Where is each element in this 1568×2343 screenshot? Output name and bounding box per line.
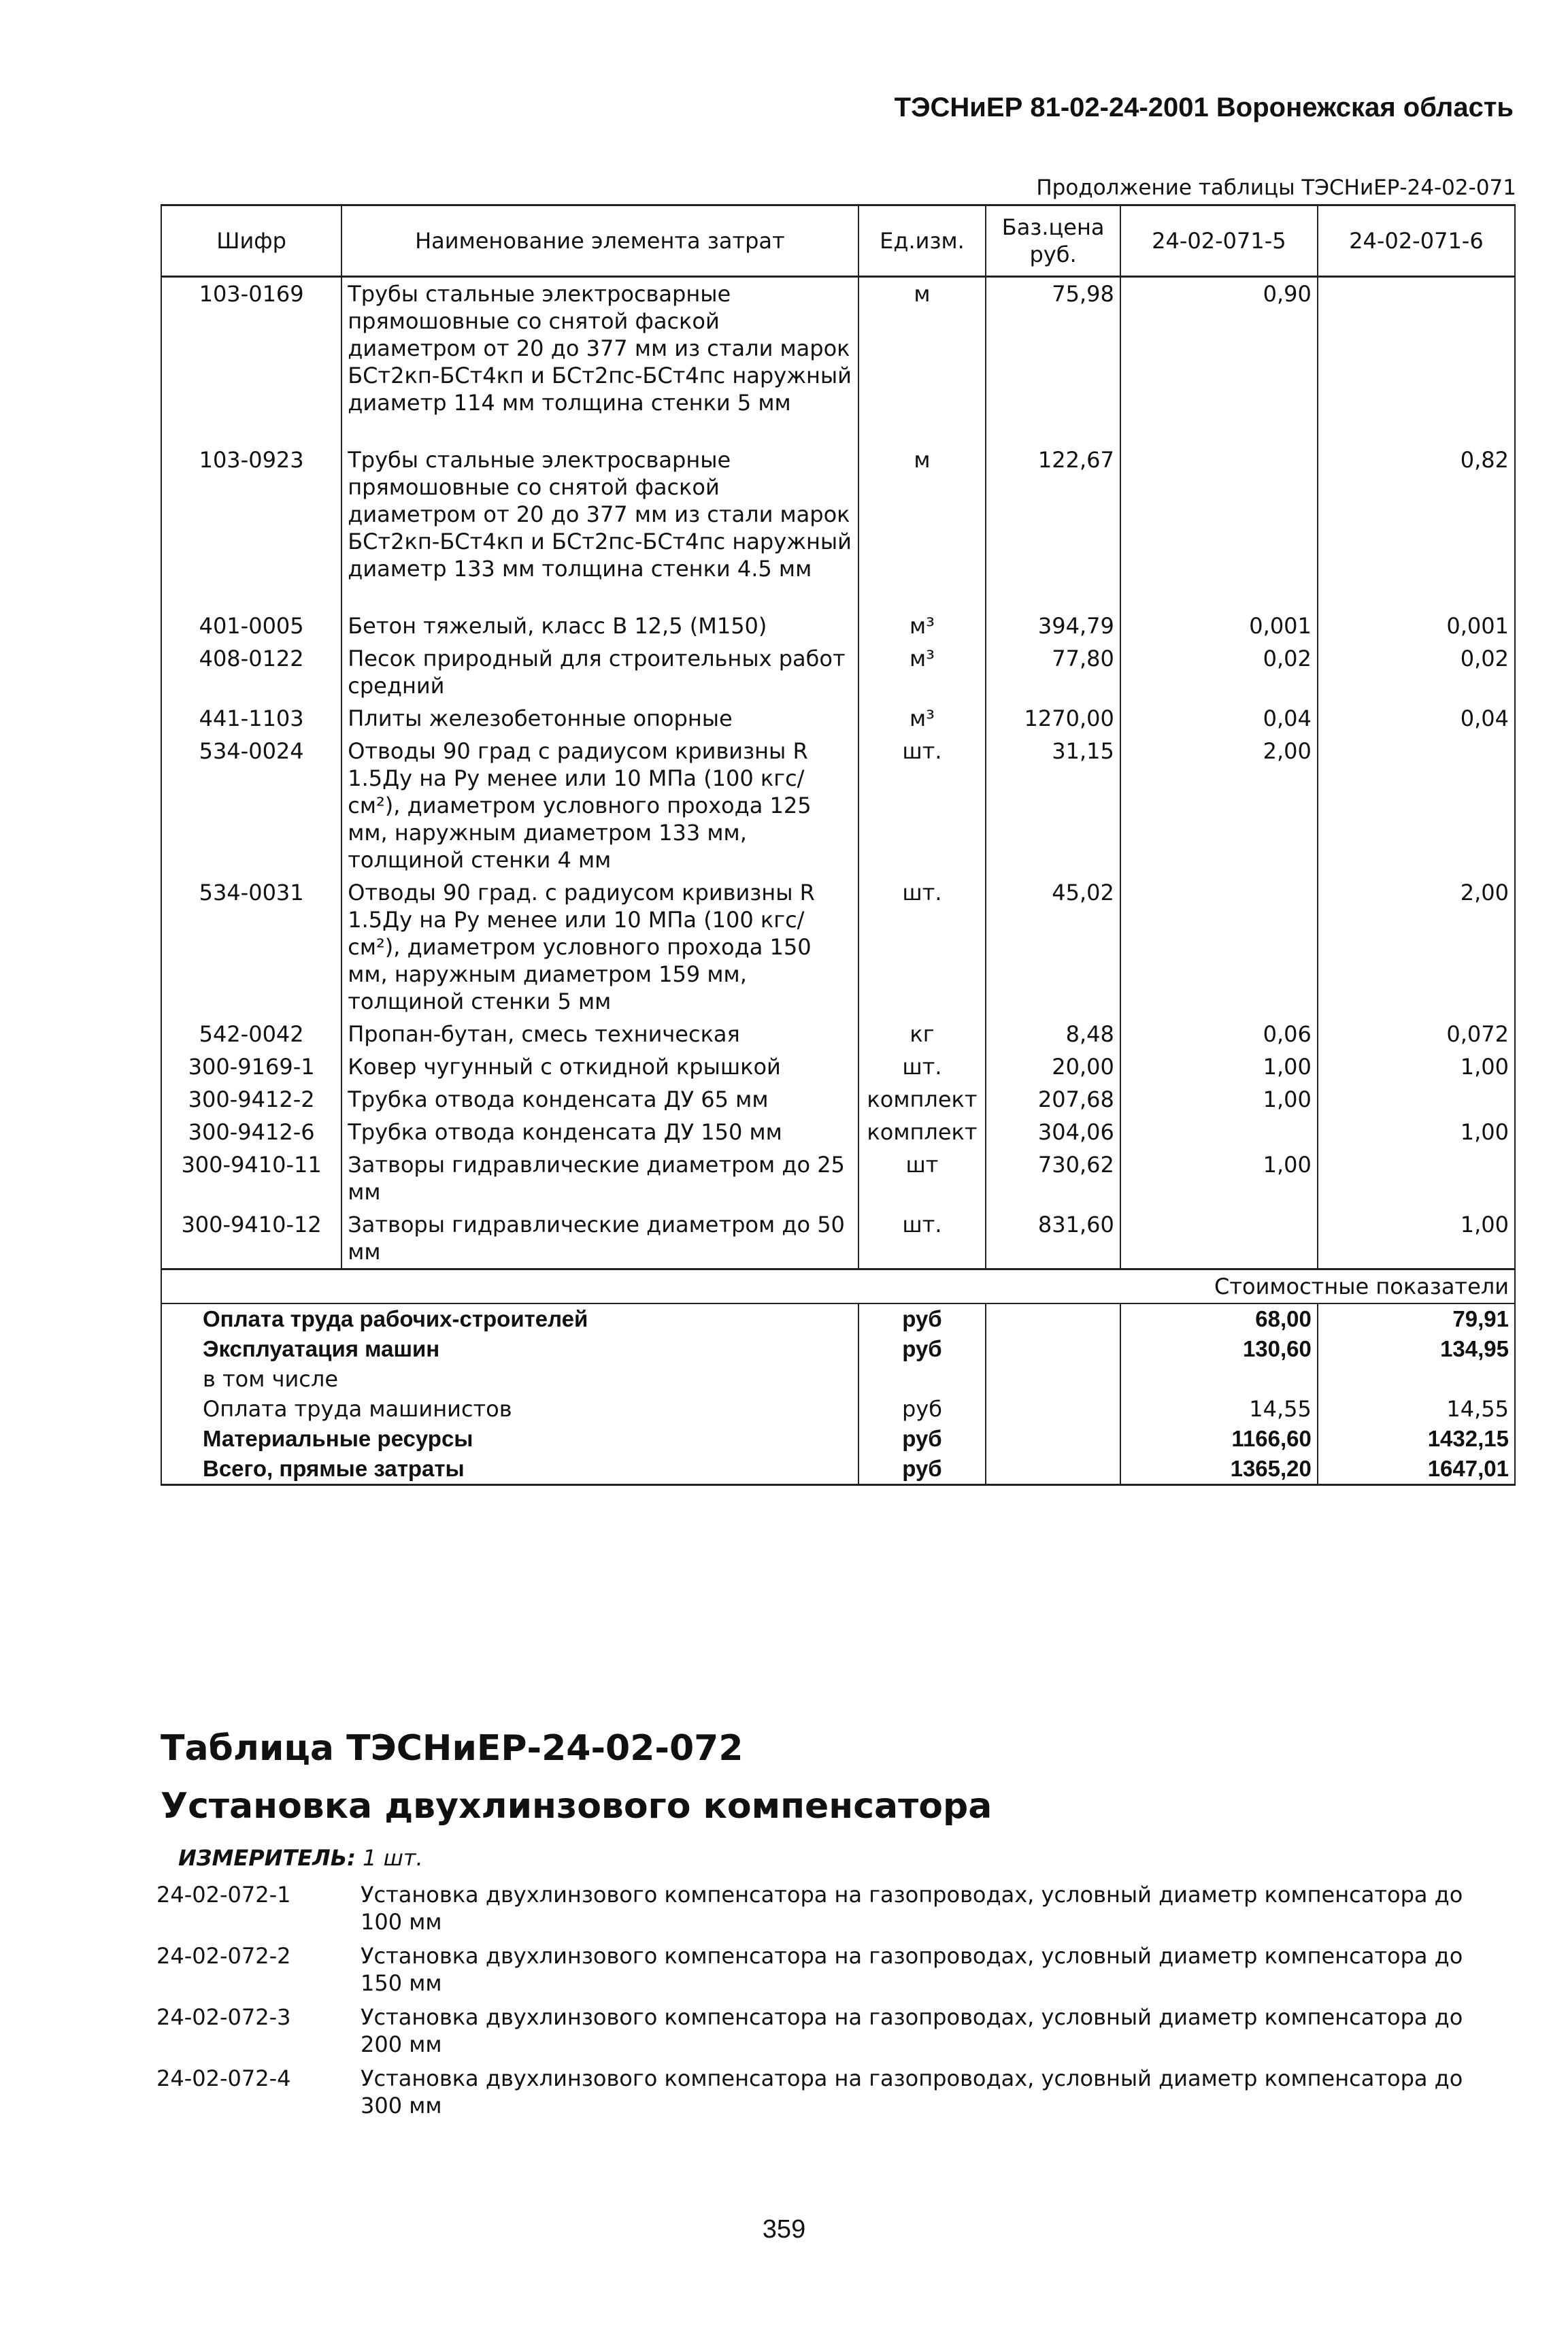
cost-name: Оплата труда рабочих-строителей (161, 1303, 858, 1334)
work-item-description: Установка двухлинзового компенсатора на газопроводах, условный диаметр компенсатора до 150 мм (361, 1943, 1463, 1996)
cell-name: Отводы 90 град с радиусом кривизны R 1.5Ду на Ру менее или 10 МПа (100 кгс/см²), диаметром условного прохода 125 мм, наружным диаметром 133 мм, толщиной стенки 4 мм (341, 735, 858, 876)
cost-row (161, 1334, 1515, 1364)
cell-name: Трубы стальные электросварные прямошовные со снятой фаской диаметром от 20 до 377 мм из стали марок БСт2кп-БСт4кп и БСт2пс-БСт4пс наружный диаметр 114 мм толщина стенки 5 мм (341, 277, 858, 444)
cell-unit: шт. (858, 1208, 986, 1269)
cell-unit: шт. (858, 876, 986, 1018)
cost-spacer (986, 1394, 1120, 1424)
cell-unit: комплект (858, 1116, 986, 1148)
cost-variant-5 (1120, 1364, 1318, 1394)
cost-variant-6 (1318, 1364, 1515, 1394)
table-row (161, 1116, 1515, 1148)
cell-unit: м³ (858, 702, 986, 735)
cell-code: 534-0024 (161, 735, 341, 876)
cell-base-price: 394,79 (986, 610, 1120, 642)
cell-unit: шт (858, 1148, 986, 1208)
cost-row (161, 1394, 1515, 1424)
cost-unit: руб (858, 1454, 986, 1485)
cost-name: Материальные ресурсы (161, 1424, 858, 1454)
cell-variant-6: 1,00 (1318, 1050, 1515, 1083)
cost-row (161, 1424, 1515, 1454)
cell-base-price: 20,00 (986, 1050, 1120, 1083)
cost-unit: руб (858, 1334, 986, 1364)
cell-unit: м (858, 444, 986, 610)
cost-row (161, 1364, 1515, 1394)
cost-unit (858, 1364, 986, 1394)
cell-code: 441-1103 (161, 702, 341, 735)
cost-spacer (986, 1424, 1120, 1454)
cell-code: 542-0042 (161, 1018, 341, 1050)
table-row (161, 702, 1515, 735)
cell-name: Трубка отвода конденсата ДУ 150 мм (341, 1116, 858, 1148)
cell-variant-5: 0,001 (1120, 610, 1318, 642)
work-item-code: 24-02-072-2 (156, 1943, 291, 1969)
cell-base-price: 31,15 (986, 735, 1120, 876)
cell-variant-6: 0,82 (1318, 444, 1515, 610)
meter-value: 1 шт. (363, 1845, 423, 1871)
table-row (161, 1083, 1515, 1116)
cell-base-price: 75,98 (986, 277, 1120, 444)
cell-base-price: 207,68 (986, 1083, 1120, 1116)
cell-variant-6 (1318, 1148, 1515, 1208)
cell-base-price: 8,48 (986, 1018, 1120, 1050)
cell-variant-6: 0,001 (1318, 610, 1515, 642)
work-item (156, 1881, 1510, 1935)
cell-base-price: 1270,00 (986, 702, 1120, 735)
meter-line (178, 1845, 423, 1871)
cell-variant-5 (1120, 876, 1318, 1018)
column-header-variant-5: 24-02-071-5 (1120, 205, 1318, 277)
cell-name: Ковер чугунный с откидной крышкой (341, 1050, 858, 1083)
cell-unit: м³ (858, 642, 986, 702)
column-header-base-price: Баз.цена руб. (986, 205, 1120, 277)
cell-variant-6: 0,02 (1318, 642, 1515, 702)
cell-code: 300-9169-1 (161, 1050, 341, 1083)
column-header-unit: Ед.изм. (858, 205, 986, 277)
cost-spacer (986, 1334, 1120, 1364)
cell-name: Трубка отвода конденсата ДУ 65 мм (341, 1083, 858, 1116)
work-item-description: Установка двухлинзового компенсатора на газопроводах, условный диаметр компенсатора до 300 мм (361, 2065, 1463, 2118)
cell-unit: кг (858, 1018, 986, 1050)
cost-header-label: Стоимостные показатели (1120, 1269, 1515, 1304)
cost-unit: руб (858, 1303, 986, 1334)
cell-variant-5: 2,00 (1120, 735, 1318, 876)
cell-variant-5: 1,00 (1120, 1050, 1318, 1083)
cell-base-price: 77,80 (986, 642, 1120, 702)
cell-name: Затворы гидравлические диаметром до 25 мм (341, 1148, 858, 1208)
meter-label: ИЗМЕРИТЕЛЬ: (178, 1845, 356, 1871)
cell-variant-5: 0,06 (1120, 1018, 1318, 1050)
cell-unit: м³ (858, 610, 986, 642)
cost-name: Эксплуатация машин (161, 1334, 858, 1364)
cost-name: Оплата труда машинистов (161, 1394, 858, 1424)
cell-variant-5: 1,00 (1120, 1083, 1318, 1116)
cost-name: Всего, прямые затраты (161, 1454, 858, 1485)
resource-table (161, 204, 1516, 1486)
table-continuation-note: Продолжение таблицы ТЭСНиЕР-24-02-071 (1036, 176, 1516, 200)
cell-name: Пропан-бутан, смесь техническая (341, 1018, 858, 1050)
cost-spacer (986, 1364, 1120, 1394)
cell-unit: комплект (858, 1083, 986, 1116)
cost-spacer (986, 1454, 1120, 1485)
cell-code: 103-0923 (161, 444, 341, 610)
cell-unit: шт. (858, 1050, 986, 1083)
work-item (156, 1942, 1510, 1997)
cell-variant-5 (1120, 444, 1318, 610)
cost-variant-6: 14,55 (1318, 1394, 1515, 1424)
cell-code: 408-0122 (161, 642, 341, 702)
work-items-list (156, 1881, 1510, 2126)
table-row (161, 610, 1515, 642)
table-row (161, 1018, 1515, 1050)
cost-variant-6: 79,91 (1318, 1303, 1515, 1334)
cost-row (161, 1454, 1515, 1485)
cell-name: Отводы 90 град. с радиусом кривизны R 1.5Ду на Ру менее или 10 МПа (100 кгс/см²), диаметром условного прохода 150 мм, наружным диаметром 159 мм, толщиной стенки 5 мм (341, 876, 858, 1018)
cell-code: 300-9412-6 (161, 1116, 341, 1148)
cost-header-row (161, 1269, 1515, 1304)
cost-variant-5: 1166,60 (1120, 1424, 1318, 1454)
cost-spacer (986, 1303, 1120, 1334)
document-header-title: ТЭСНиЕР 81-02-24-2001 Воронежская область (894, 93, 1514, 122)
cell-code: 534-0031 (161, 876, 341, 1018)
work-item-description: Установка двухлинзового компенсатора на газопроводах, условный диаметр компенсатора до 100 мм (361, 1882, 1463, 1935)
table-row (161, 876, 1515, 1018)
work-item-code: 24-02-072-3 (156, 2004, 291, 2030)
cell-variant-5: 0,90 (1120, 277, 1318, 444)
cell-name: Песок природный для строительных работ средний (341, 642, 858, 702)
cell-base-price: 730,62 (986, 1148, 1120, 1208)
cell-variant-5: 1,00 (1120, 1148, 1318, 1208)
cell-variant-6 (1318, 1083, 1515, 1116)
column-header-name: Наименование элемента затрат (341, 205, 858, 277)
table-row (161, 444, 1515, 610)
work-item (156, 2065, 1510, 2119)
work-item (156, 2004, 1510, 2058)
work-item-description: Установка двухлинзового компенсатора на газопроводах, условный диаметр компенсатора до 200 мм (361, 2004, 1463, 2057)
cost-row (161, 1303, 1515, 1334)
section-title: Таблица ТЭСНиЕР-24-02-072 (161, 1728, 744, 1769)
cell-name: Плиты железобетонные опорные (341, 702, 858, 735)
cell-variant-6: 1,00 (1318, 1208, 1515, 1269)
cell-base-price: 122,67 (986, 444, 1120, 610)
cost-variant-5: 68,00 (1120, 1303, 1318, 1334)
cost-name: в том числе (161, 1364, 858, 1394)
column-header-code: Шифр (161, 205, 341, 277)
cell-variant-6: 2,00 (1318, 876, 1515, 1018)
work-item-code: 24-02-072-4 (156, 2065, 291, 2091)
cost-unit: руб (858, 1394, 986, 1424)
cell-base-price: 831,60 (986, 1208, 1120, 1269)
cost-variant-5: 130,60 (1120, 1334, 1318, 1364)
cost-unit: руб (858, 1424, 986, 1454)
cell-name: Бетон тяжелый, класс В 12,5 (М150) (341, 610, 858, 642)
page-number: 359 (762, 2215, 806, 2244)
cell-variant-6: 0,072 (1318, 1018, 1515, 1050)
cell-base-price: 304,06 (986, 1116, 1120, 1148)
cell-code: 300-9410-12 (161, 1208, 341, 1269)
table-row (161, 642, 1515, 702)
cell-code: 300-9412-2 (161, 1083, 341, 1116)
cost-variant-6: 134,95 (1318, 1334, 1515, 1364)
cell-variant-6 (1318, 277, 1515, 444)
table-row (161, 1050, 1515, 1083)
cell-variant-6: 0,04 (1318, 702, 1515, 735)
cell-code: 300-9410-11 (161, 1148, 341, 1208)
cell-unit: шт. (858, 735, 986, 876)
table-row (161, 1208, 1515, 1269)
cell-code: 401-0005 (161, 610, 341, 642)
column-header-variant-6: 24-02-071-6 (1318, 205, 1515, 277)
table-row (161, 735, 1515, 876)
table-row (161, 1148, 1515, 1208)
cell-code: 103-0169 (161, 277, 341, 444)
table-row (161, 277, 1515, 444)
cell-base-price: 45,02 (986, 876, 1120, 1018)
cell-name: Затворы гидравлические диаметром до 50 мм (341, 1208, 858, 1269)
cell-unit: м (858, 277, 986, 444)
cost-variant-5: 14,55 (1120, 1394, 1318, 1424)
cell-variant-5 (1120, 1208, 1318, 1269)
section-subtitle: Установка двухлинзового компенсатора (161, 1786, 992, 1827)
table-body (161, 277, 1515, 1485)
cell-variant-6: 1,00 (1318, 1116, 1515, 1148)
cell-variant-6 (1318, 735, 1515, 876)
table-header-row (161, 205, 1515, 277)
cell-name: Трубы стальные электросварные прямошовные со снятой фаской диаметром от 20 до 377 мм из стали марок БСт2кп-БСт4кп и БСт2пс-БСт4пс наружный диаметр 133 мм толщина стенки 4.5 мм (341, 444, 858, 610)
work-item-code: 24-02-072-1 (156, 1882, 291, 1908)
cost-variant-5: 1365,20 (1120, 1454, 1318, 1485)
cell-variant-5: 0,02 (1120, 642, 1318, 702)
cell-variant-5 (1120, 1116, 1318, 1148)
cost-variant-6: 1432,15 (1318, 1424, 1515, 1454)
cost-header-spacer (161, 1269, 1120, 1304)
cost-variant-6: 1647,01 (1318, 1454, 1515, 1485)
cell-variant-5: 0,04 (1120, 702, 1318, 735)
